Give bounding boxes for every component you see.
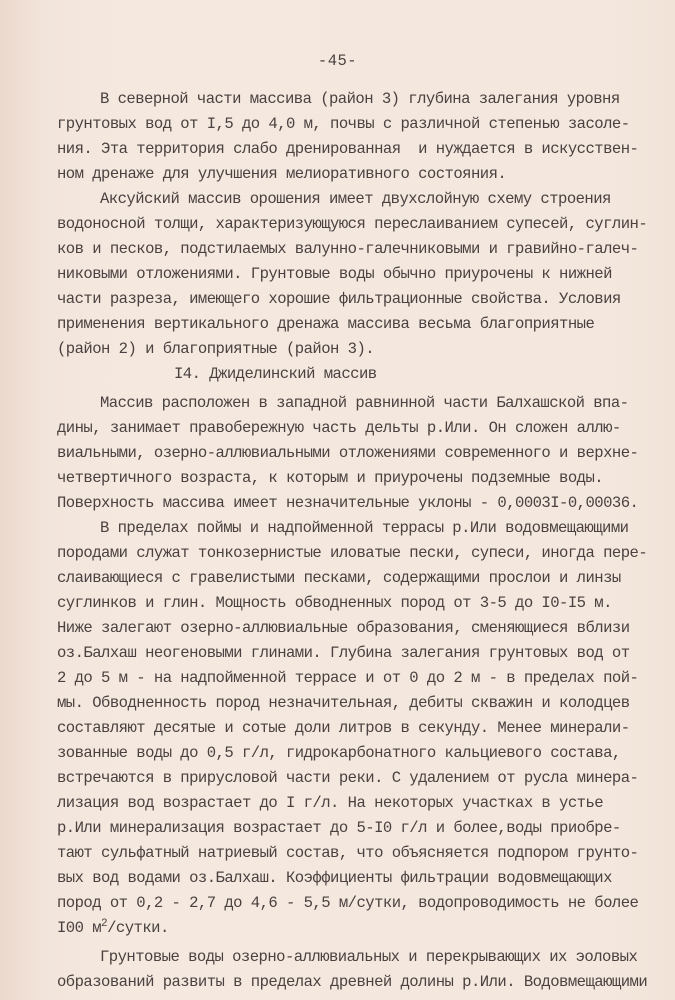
text-line: Ниже залегают озерно-аллювиальные образования, сменяющиеся вблизи	[57, 619, 630, 637]
text-line: 2 до 5 м - на надпойменной террасе и от 0 до 2 м - в пределах пой-	[57, 669, 639, 687]
section-heading: I4. Джиделинский массив	[174, 365, 377, 383]
text-line: зованные воды до 0,5 г/л, гидрокарбонатного кальциевого состава,	[57, 744, 621, 762]
text-line: оз.Балхаш неогеновыми глинами. Глубина залегания грунтовых вод от	[57, 644, 630, 662]
text-line: (район 2) и благоприятные (район 3).	[57, 340, 375, 358]
text-line: грунтовых вод от I,5 до 4,0 м, почвы с различной степенью засоле-	[57, 115, 630, 133]
text-line: Аксуйский массив орошения имеет двухслойную схему строения	[100, 190, 611, 208]
text-line: В пределах поймы и надпойменной террасы р.Или водовмещающими	[100, 519, 629, 537]
text-line: ния. Эта территория слабо дренированная и нуждается в искусствен-	[57, 140, 639, 158]
text-line: вых вод водами оз.Балхаш. Коэффициенты фильтрации водовмещающих	[57, 869, 612, 887]
text-line: образований развиты в пределах древней долины р.Или. Водовмещающими	[57, 973, 648, 991]
text-line: никовыми отложениями. Грунтовые воды обычно приурочены к нижней	[57, 265, 612, 283]
text-line: В северной части массива (район 3) глубина залегания уровня	[100, 90, 620, 108]
text-line: лизация вод возрастает до I г/л. На некоторых участках в устье	[57, 794, 604, 812]
text-line: четвертичного возраста, к которым и приурочены подземные воды.	[57, 469, 604, 487]
text-line: ном дренаже для улучшения мелиоративного состояния.	[57, 165, 507, 183]
text-line: применения вертикального дренажа массива весьма благоприятные	[57, 315, 595, 333]
text-line: ков и песков, подстилаемых валунно-галечниковыми и гравийно-галеч-	[57, 240, 639, 258]
text-line: встречаются в прирусловой части реки. С удалением от русла минера-	[57, 769, 639, 787]
text-line: р.Или минерализация возрастает до 5-I0 г/л и более,воды приобре-	[57, 819, 621, 837]
text-line: породами служат тонкозернистые иловатые пески, супеси, иногда пере-	[57, 544, 648, 562]
unit-suffix: /сутки.	[107, 919, 169, 937]
text-line: виальными, озерно-аллювиальными отложениями современного и верхне-	[57, 444, 639, 462]
unit-value: I00 м	[57, 919, 102, 937]
text-line: составляют десятые и сотые доли литров в секунду. Менее минерали-	[57, 719, 630, 737]
text-line: водоносной толщи, характеризующуюся переслаиванием супесей, суглин-	[57, 215, 648, 233]
text-line: суглинков и глин. Мощность обводненных пород от 3-5 до I0-I5 м.	[57, 594, 612, 612]
text-line: Массив расположен в западной равнинной части Балхашской впа-	[100, 394, 629, 412]
text-line: слаивающиеся с гравелистыми песками, содержащими прослои и линзы	[57, 569, 621, 587]
text-line: части разреза, имеющего хорошие фильтрационные свойства. Условия	[57, 290, 621, 308]
text-line-unit	[57, 918, 169, 938]
text-line: тают сульфатный натриевый состав, что объясняется подпором грунто-	[57, 844, 639, 862]
text-line: мы. Обводненность пород незначительная, дебиты скважин и колодцев	[57, 694, 630, 712]
text-line: Поверхность массива имеет незначительные уклоны - 0,0003I-0,00036.	[57, 494, 639, 512]
text-line: Грунтовые воды озерно-аллювиальных и перекрывающих их эоловых	[100, 948, 638, 966]
text-line: дины, занимает правобережную часть дельты р.Или. Он сложен аллю-	[57, 419, 621, 437]
unit-superscript: 2	[101, 918, 108, 930]
text-line: пород от 0,2 - 2,7 до 4,6 - 5,5 м/сутки, водопроводимость не более	[57, 894, 639, 912]
page-number: -45-	[317, 52, 358, 70]
